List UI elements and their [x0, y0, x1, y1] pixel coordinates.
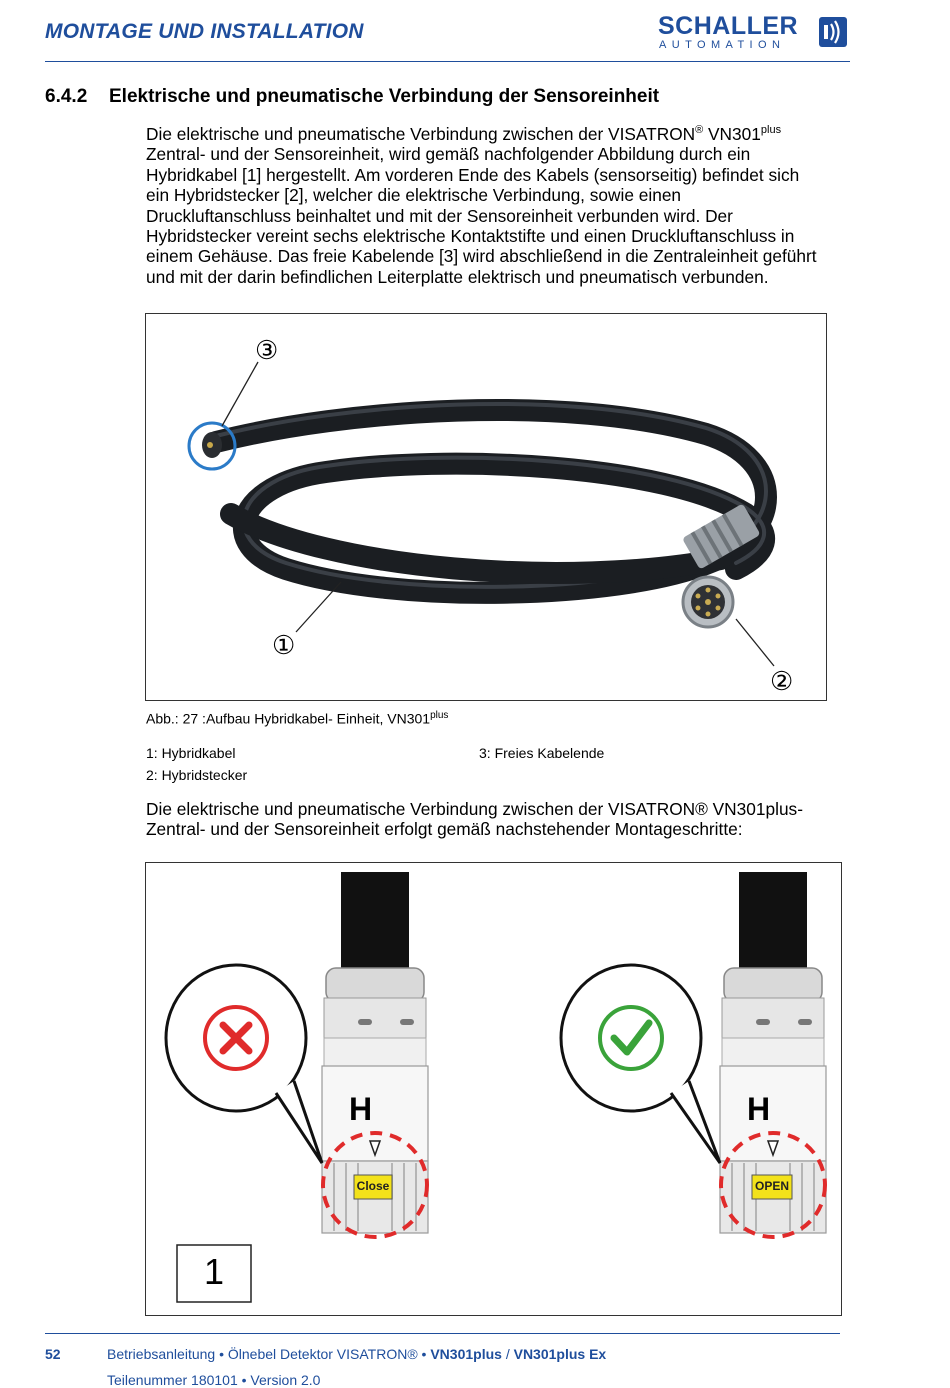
- section-title: Elektrische und pneumatische Verbindung der Sensoreinheit: [109, 86, 660, 107]
- legend-item-3: 3: Freies Kabelende: [479, 745, 605, 761]
- caption-sup: plus: [430, 710, 449, 721]
- callout-1: ①: [272, 630, 296, 660]
- para1-line4: ein Hybridstecker [2], welcher die elektrische Verbindung, sowie einen: [146, 185, 682, 206]
- para1-line7: einem Gehäuse. Das freie Kabelende [3] wird abschließend in die Zentraleinheit geführt: [146, 246, 817, 267]
- open-label: OPEN: [754, 1179, 789, 1193]
- left-h-letter: H: [349, 1091, 373, 1127]
- right-h-letter: H: [747, 1091, 771, 1127]
- footer-sep: /: [501, 1346, 514, 1362]
- caption-prefix: Abb.: 27 :: [146, 710, 206, 727]
- callout-2: ②: [770, 666, 794, 696]
- step-number: 1: [203, 1251, 225, 1292]
- logo-signal-icon: [818, 16, 848, 48]
- para1-line6: Hybridstecker vereint sechs elektrische Kontaktstifte und einen Druckluftanschluss in: [146, 226, 795, 247]
- footer-model-ex: VN301plus Ex: [513, 1346, 607, 1362]
- page-number: 52: [45, 1346, 61, 1362]
- para1-model: VN301: [703, 124, 761, 144]
- footer-part-number: Teilenummer 180101 • Version 2.0: [107, 1372, 321, 1388]
- logo-wordmark: SCHALLER: [658, 12, 799, 40]
- para1-line3: Hybridkabel [1] hergestellt. Am vorderen Ende des Kabels (sensorseitig) befindet sich: [146, 164, 800, 185]
- para2-line2: Zentral- und der Sensoreinheit erfolgt gemäß nachstehender Montageschritte:: [146, 819, 743, 840]
- footer-doc-title: [107, 1346, 606, 1362]
- assembly-step-figure: [145, 862, 842, 1316]
- schaller-logo: [658, 14, 850, 50]
- registered-mark: ®: [695, 124, 704, 137]
- connector-lock-illustration: [146, 863, 841, 1315]
- footer-model: VN301plus: [430, 1346, 502, 1362]
- para1-line2: Zentral- und der Sensoreinheit, wird gemäß nachfolgender Abbildung durch ein: [146, 144, 751, 165]
- legend-item-1: 1: Hybridkabel: [146, 745, 236, 761]
- para2-line1: Die elektrische und pneumatische Verbindung zwischen der VISATRON® VN301plus-: [146, 799, 803, 819]
- hybrid-cable-figure: [145, 313, 827, 701]
- logo-subtitle: AUTOMATION: [659, 39, 786, 51]
- callout-3: ③: [255, 335, 279, 365]
- para1-line8: und mit der darin befindlichen Leiterplatte elektrisch und pneumatisch verbunden.: [146, 266, 769, 287]
- legend-item-2: 2: Hybridstecker: [146, 767, 248, 783]
- para1-lead: Die elektrische und pneumatische Verbindung zwischen der VISATRON: [146, 124, 696, 144]
- assembly-paragraph: [146, 799, 846, 840]
- intro-paragraph: [146, 124, 846, 287]
- section-heading: [45, 86, 659, 108]
- caption-text: Aufbau Hybridkabel- Einheit, VN301: [205, 710, 431, 727]
- para1-line5: Druckluftanschluss beinhaltet und mit der Sensoreinheit verbunden wird. Der: [146, 205, 733, 226]
- footer-doc-plain: Betriebsanleitung • Ölnebel Detektor VISATRON® •: [107, 1346, 427, 1362]
- section-number: 6.4.2: [45, 86, 88, 107]
- para1-model-sup: plus: [760, 124, 782, 137]
- footer-divider: [45, 1333, 840, 1334]
- header-divider: [45, 61, 850, 62]
- hybrid-cable-illustration: [146, 314, 826, 700]
- figure1-caption: [146, 710, 448, 727]
- close-label: Close: [356, 1179, 390, 1193]
- header-title: MONTAGE UND INSTALLATION: [45, 20, 364, 43]
